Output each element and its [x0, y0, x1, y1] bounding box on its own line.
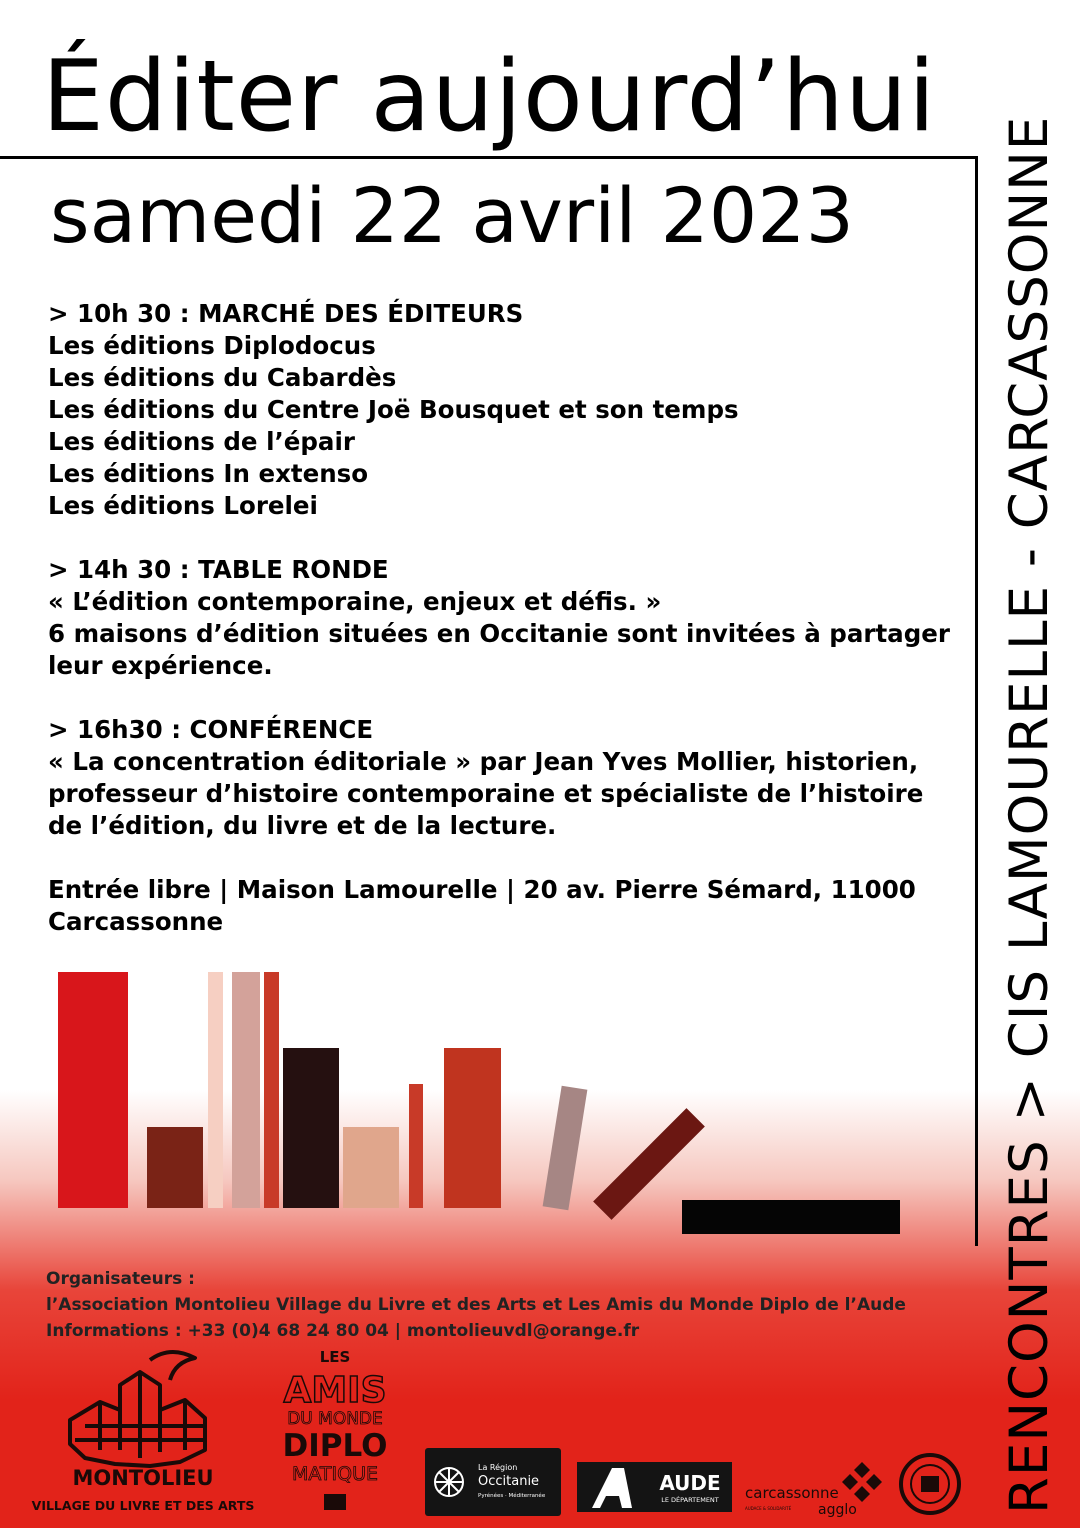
organisers-label: Organisateurs : [46, 1269, 195, 1289]
roundtable-section [48, 554, 958, 682]
amis-diplo-logo [283, 1348, 388, 1510]
publisher-item: Les éditions du Centre Joë Bousquet et son temps [48, 395, 739, 424]
svg-text:La Région: La Région [478, 1463, 518, 1472]
svg-text:AMIS: AMIS [283, 1370, 387, 1411]
occitanie-logo [425, 1448, 561, 1516]
poster-title: Éditer aujourd’hui [42, 40, 937, 154]
program [48, 298, 958, 970]
svg-text:AUDACE & SOLIDARITÉ: AUDACE & SOLIDARITÉ [745, 1506, 792, 1511]
book [409, 1084, 423, 1208]
svg-text:carcassonne: carcassonne [745, 1484, 839, 1502]
book [283, 1048, 339, 1208]
aude-logo [577, 1462, 732, 1512]
book [444, 1048, 501, 1208]
roundtable-heading: > 14h 30 : TABLE RONDE [48, 555, 389, 584]
partner-logos [0, 1340, 980, 1528]
montolieu-logo [32, 1352, 255, 1513]
svg-text:LE DÉPARTEMENT: LE DÉPARTEMENT [661, 1496, 719, 1504]
organisers-names: l’Association Montolieu Village du Livre et des Arts et Les Amis du Monde Diplo de l’Aude [46, 1295, 906, 1315]
svg-text:Pyrénées · Méditerranée: Pyrénées · Méditerranée [478, 1493, 546, 1499]
event-date: samedi 22 avril 2023 [50, 171, 854, 260]
svg-text:VILLAGE DU LIVRE ET DES ARTS: VILLAGE DU LIVRE ET DES ARTS [31, 1498, 255, 1513]
conference-section [48, 714, 958, 842]
conference-description: « La concentration éditoriale » par Jean Yves Mollier, historien, professeur d’histoire contemporaine et spécialiste de l’histoire de l’édition, du livre et de la lecture. [48, 747, 924, 840]
book [58, 972, 128, 1208]
publisher-item: Les éditions du Cabardès [48, 363, 397, 392]
mairie-seal-logo [901, 1455, 959, 1513]
publisher-item: Les éditions de l’épair [48, 427, 355, 456]
book [682, 1200, 900, 1234]
title-divider [0, 156, 978, 159]
side-banner: RENCONTRES > CIS LAMOURELLE - CARCASSONNE [999, 115, 1060, 1514]
market-heading: > 10h 30 : MARCHÉ DES ÉDITEURS [48, 299, 524, 328]
roundtable-quote: « L’édition contemporaine, enjeux et défis. » [48, 587, 662, 616]
svg-text:agglo: agglo [818, 1502, 857, 1518]
svg-text:MONTOLIEU: MONTOLIEU [72, 1466, 214, 1490]
venue-info: Entrée libre | Maison Lamourelle | 20 av. Pierre Sémard, 11000 Carcassonne [48, 875, 916, 936]
conference-heading: > 16h30 : CONFÉRENCE [48, 715, 374, 744]
carcassonne-agglo-logo [745, 1462, 882, 1518]
books-illustration [0, 960, 1080, 1250]
svg-text:DU MONDE: DU MONDE [287, 1409, 383, 1429]
svg-text:LES: LES [319, 1348, 351, 1366]
organisers-contact: Informations : +33 (0)4 68 24 80 04 | montolieuvdl@orange.fr [46, 1321, 640, 1341]
book [208, 972, 223, 1208]
book [264, 972, 279, 1208]
svg-text:Occitanie: Occitanie [478, 1474, 540, 1489]
svg-text:AUDE: AUDE [659, 1471, 721, 1495]
venue-section [48, 874, 958, 938]
book [147, 1127, 203, 1208]
publisher-item: Les éditions Lorelei [48, 491, 318, 520]
book [343, 1127, 399, 1208]
market-section [48, 298, 958, 522]
organisers [46, 1266, 906, 1344]
svg-text:DIPLO: DIPLO [282, 1428, 388, 1464]
publisher-item: Les éditions In extenso [48, 459, 369, 488]
svg-text:MATIQUE: MATIQUE [292, 1463, 378, 1485]
book [232, 972, 260, 1208]
publisher-item: Les éditions Diplodocus [48, 331, 376, 360]
book [543, 1086, 588, 1211]
roundtable-description: 6 maisons d’édition situées en Occitanie sont invitées à partager leur expérience. [48, 619, 950, 680]
